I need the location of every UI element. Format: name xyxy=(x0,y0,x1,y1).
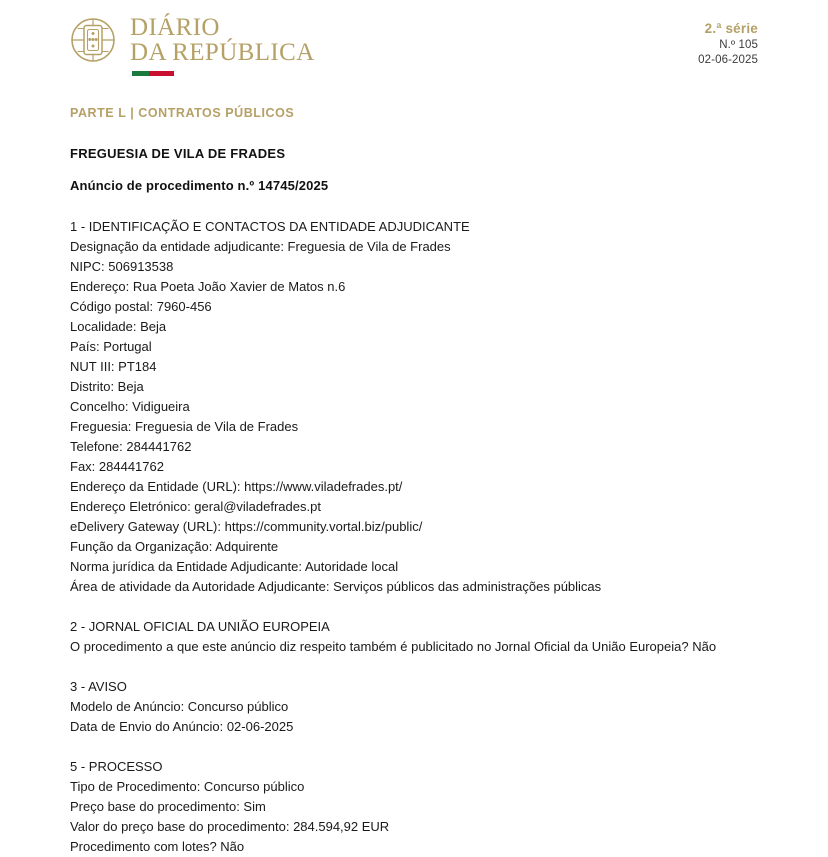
section-line: Endereço da Entidade (URL): https://www.viladefrades.pt/ xyxy=(70,479,403,494)
brand-line-1: DIÁRIO xyxy=(130,14,220,41)
issue-series: 2.ª série xyxy=(704,21,758,36)
section-heading: 2 - JORNAL OFICIAL DA UNIÃO EUROPEIA xyxy=(70,619,330,634)
section-line: eDelivery Gateway (URL): https://community.vortal.biz/public/ xyxy=(70,519,423,534)
section-line: Tipo de Procedimento: Concurso público xyxy=(70,779,305,794)
section-line: Designação da entidade adjudicante: Freguesia de Vila de Frades xyxy=(70,239,451,254)
section-line: Procedimento com lotes? Não xyxy=(70,839,245,854)
section-line: Localidade: Beja xyxy=(70,319,167,334)
section-line: Endereço Eletrónico: geral@viladefrades.pt xyxy=(70,499,321,514)
issue-number: N.º 105 xyxy=(719,38,758,51)
flag-green-stripe xyxy=(132,71,149,76)
section-line: Distrito: Beja xyxy=(70,379,144,394)
issue-date: 02-06-2025 xyxy=(698,53,758,66)
breadcrumb: PARTE L | CONTRATOS PÚBLICOS xyxy=(70,106,295,120)
brand-block xyxy=(70,14,315,76)
page-title: FREGUESIA DE VILA DE FRADES xyxy=(70,146,286,161)
section-line: Fax: 284441762 xyxy=(70,459,164,474)
document-section xyxy=(70,217,758,597)
document-body xyxy=(70,217,758,857)
issue-info xyxy=(698,14,758,68)
section-heading: 5 - PROCESSO xyxy=(70,759,163,774)
masthead xyxy=(70,0,758,86)
announcement-title: Anúncio de procedimento n.º 14745/2025 xyxy=(70,178,329,193)
document-section xyxy=(70,617,758,657)
section-line: País: Portugal xyxy=(70,339,152,354)
section-line: Modelo de Anúncio: Concurso público xyxy=(70,699,289,714)
section-line: Norma jurídica da Entidade Adjudicante: Autoridade local xyxy=(70,559,399,574)
section-line: NUT III: PT184 xyxy=(70,359,157,374)
section-line: NIPC: 506913538 xyxy=(70,259,174,274)
section-line: Telefone: 284441762 xyxy=(70,439,192,454)
section-line: Concelho: Vidigueira xyxy=(70,399,190,414)
flag-red-stripe xyxy=(149,71,174,76)
section-line: Valor do preço base do procedimento: 284.594,92 EUR xyxy=(70,819,390,834)
section-line: Área de atividade da Autoridade Adjudicante: Serviços públicos das administrações públicas xyxy=(70,579,602,594)
section-line: Função da Organização: Adquirente xyxy=(70,539,279,554)
section-line: Endereço: Rua Poeta João Xavier de Matos n.6 xyxy=(70,279,346,294)
section-heading: 3 - AVISO xyxy=(70,679,127,694)
section-line: Preço base do procedimento: Sim xyxy=(70,799,266,814)
brand-line-2: DA REPÚBLICA xyxy=(130,39,315,66)
document-section xyxy=(70,677,758,737)
section-line: Freguesia: Freguesia de Vila de Frades xyxy=(70,419,299,434)
section-line: Código postal: 7960-456 xyxy=(70,299,212,314)
document-section xyxy=(70,757,758,857)
republic-emblem-icon xyxy=(70,17,116,63)
brand-wordmark xyxy=(130,14,315,76)
section-line: O procedimento a que este anúncio diz respeito também é publicitado no Jornal Oficial da União Europeia? Não xyxy=(70,639,717,654)
section-line: Data de Envio do Anúncio: 02-06-2025 xyxy=(70,719,294,734)
section-heading: 1 - IDENTIFICAÇÃO E CONTACTOS DA ENTIDADE ADJUDICANTE xyxy=(70,219,470,234)
portugal-flag-bar-icon xyxy=(132,71,174,76)
